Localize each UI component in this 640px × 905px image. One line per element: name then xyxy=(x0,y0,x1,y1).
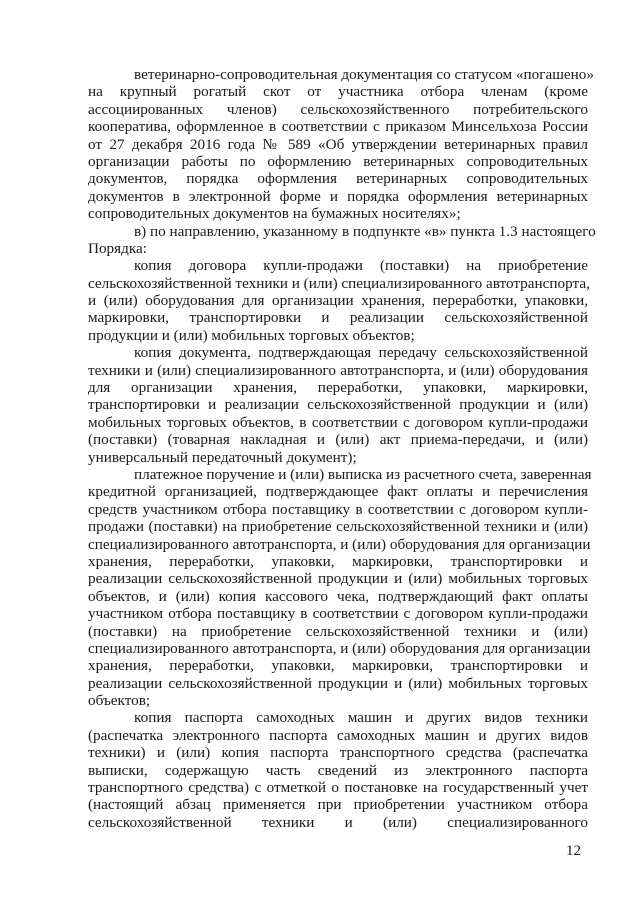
text-line: платежное поручение и (или) выписка из расчетного счета, заверенная xyxy=(134,465,592,483)
text-line: объектов; xyxy=(88,692,151,710)
text-line: реализации сельскохозяйственной продукции и (или) мобильных торговых xyxy=(88,570,588,588)
text-line: реализации сельскохозяйственной продукции и (или) мобильных торговых xyxy=(88,674,588,692)
text-line: техники) и (или) копия паспорта транспортного средства (распечатка xyxy=(88,744,588,762)
text-line: объектов, и (или) копия кассового чека, подтверждающий факт оплаты xyxy=(88,587,588,605)
text-line: в) по направлению, указанному в подпункте «в» пункта 1.3 настоящего xyxy=(134,222,596,240)
text-line: организации работы по оформлению ветеринарных сопроводительных xyxy=(88,152,588,170)
text-line: (поставки) (товарная накладная и (или) акт приема-передачи, и (или) xyxy=(88,431,588,449)
text-line: специализированного автотранспорта, и (или) оборудования для организации xyxy=(88,639,591,657)
text-line: для организации хранения, переработки, упаковки, маркировки, xyxy=(88,379,588,397)
text-line: ассоциированных членов) сельскохозяйственного потребительского xyxy=(88,100,588,118)
text-line: (настоящий абзац применяется при приобретении участником отбора xyxy=(88,796,588,814)
text-line: копия документа, подтверждающая передачу сельскохозяйственной xyxy=(134,344,588,362)
text-line: транспортировки и реализации сельскохозяйственной продукции и (или) xyxy=(88,396,588,414)
text-line: продажи (поставки) на приобретение сельскохозяйственной техники и (или) xyxy=(88,518,588,536)
text-line: хранения, переработки, упаковки, маркировки, транспортировки и xyxy=(88,552,588,570)
text-line: кредитной организацией, подтверждающее факт оплаты и перечисления xyxy=(88,483,588,501)
text-line: маркировки, транспортировки и реализации сельскохозяйственной xyxy=(88,309,588,327)
text-line: мобильных торговых объектов, в соответствии с договором купли-продажи xyxy=(88,413,588,431)
text-line: сельскохозяйственной техники и (или) специализированного автотранспорта, xyxy=(88,274,590,292)
text-line: документов в электронной форме и порядка оформления ветеринарных xyxy=(88,187,588,205)
text-line: выписки, содержащую часть сведений из электронного паспорта xyxy=(88,761,588,779)
text-line: техники и (или) специализированного автотранспорта, и (или) оборудования xyxy=(88,361,588,379)
text-line: документов, порядка оформления ветеринарных сопроводительных xyxy=(88,170,588,188)
text-line: (поставки) на приобретение сельскохозяйственной техники и (или) xyxy=(88,622,588,640)
text-line: универсальный передаточный документ); xyxy=(88,448,357,466)
text-line: участником отбора поставщику в соответствии с договором купли-продажи xyxy=(88,605,588,623)
text-line: специализированного автотранспорта, и (или) оборудования для организации xyxy=(88,535,591,553)
text-line: копия договора купли-продажи (поставки) на приобретение xyxy=(134,257,588,275)
text-line: кооператива, оформленное в соответствии с приказом Минсельхоза России xyxy=(88,118,588,136)
text-line: (распечатка электронного паспорта самоходных машин и других видов xyxy=(88,726,588,744)
text-line: от 27 декабря 2016 года № 589 «Об утверждении ветеринарных правил xyxy=(88,135,588,153)
text-line: сельскохозяйственной техники и (или) специализированного xyxy=(88,813,588,831)
text-line: средств участником отбора поставщику в соответствии с договором купли- xyxy=(88,500,588,518)
text-line: сопроводительных документов на бумажных носителях»; xyxy=(88,205,461,223)
page-number: 12 xyxy=(566,843,581,859)
text-line: хранения, переработки, упаковки, маркировки, транспортировки и xyxy=(88,657,588,675)
body-text xyxy=(88,66,596,831)
text-line: на крупный рогатый скот от участника отбора членам (кроме xyxy=(88,83,588,101)
text-line: ветеринарно-сопроводительная документация со статусом «погашено» xyxy=(134,66,594,83)
text-line: транспортного средства) с отметкой о постановке на государственный учет xyxy=(88,779,588,797)
text-line: продукции и (или) мобильных торговых объектов; xyxy=(88,326,415,344)
text-line: и (или) оборудования для организации хранения, переработки, упаковки, xyxy=(88,292,588,310)
text-line: копия паспорта самоходных машин и других видов техники xyxy=(134,709,588,727)
text-line: Порядка: xyxy=(88,239,147,257)
